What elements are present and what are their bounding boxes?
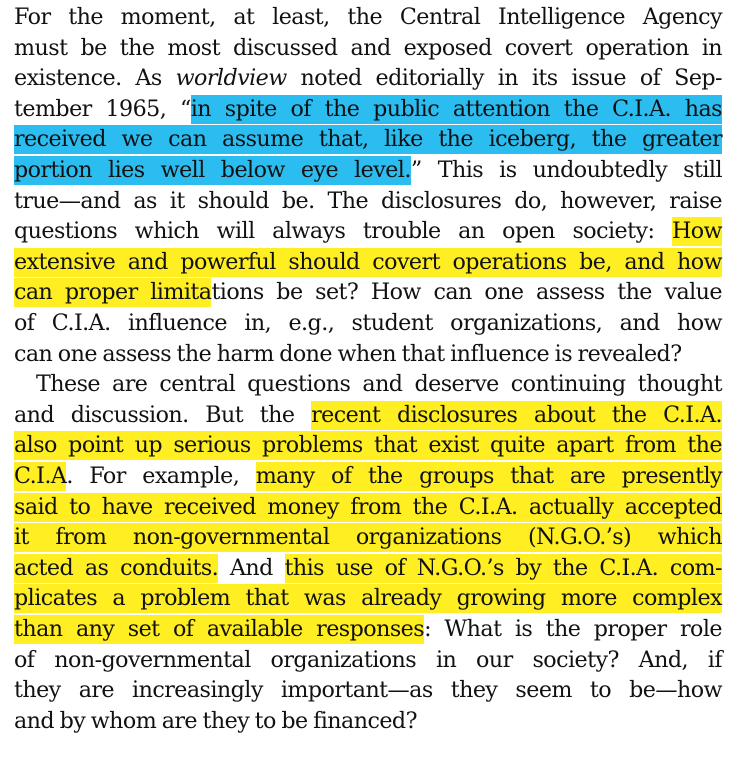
text-line bbox=[14, 218, 722, 245]
text-line bbox=[14, 310, 722, 337]
plain-text: and by whom are they to be financed? bbox=[14, 707, 417, 734]
plain-text: And bbox=[218, 554, 285, 581]
text-line bbox=[14, 402, 722, 429]
text-line bbox=[14, 341, 722, 368]
plain-text: For the moment, at least, the Central Intelligence Agency bbox=[14, 4, 722, 30]
yellow-highlight-text: C.I.A bbox=[14, 463, 67, 489]
blue-highlight-text: in spite of the public attention the C.I.A. has bbox=[190, 95, 722, 122]
plain-text: true—and as it should be. The disclosures do, however, raise bbox=[14, 187, 722, 214]
text-line bbox=[14, 524, 722, 551]
plain-text: of C.I.A. influence in, e.g., student organizations, and how bbox=[14, 310, 722, 336]
text-line bbox=[14, 126, 722, 153]
text-line bbox=[14, 463, 722, 490]
yellow-highlight-text: than any set of available responses bbox=[14, 616, 425, 642]
yellow-highlight-text: How bbox=[671, 218, 722, 245]
plain-text: they are increasingly important—as they seem to be—how bbox=[14, 677, 722, 704]
text-line bbox=[14, 35, 722, 62]
plain-text: tember 1965, “ bbox=[14, 95, 191, 122]
text-line bbox=[14, 279, 722, 306]
text-line bbox=[14, 4, 722, 31]
plain-text: tions be set? How can one assess the value bbox=[211, 279, 722, 306]
plain-text: : What is the proper role bbox=[424, 616, 722, 642]
yellow-highlight-text: plicates a problem that was already growing more complex bbox=[14, 585, 722, 612]
plain-text: can one assess the harm done when that influence is revealed? bbox=[14, 340, 682, 367]
text-line bbox=[14, 555, 722, 582]
yellow-highlight-text: many of the groups that are presently bbox=[255, 463, 722, 489]
yellow-highlight-text: acted as conduits. bbox=[14, 554, 219, 581]
text-line bbox=[14, 157, 722, 184]
text-line bbox=[14, 249, 722, 276]
yellow-highlight-text: said to have received money from the C.I.A. actually accepted bbox=[14, 493, 722, 520]
text-line bbox=[14, 677, 722, 704]
blue-highlight-text: portion lies well below eye level. bbox=[14, 157, 411, 183]
plain-text: of non-governmental organizations in our society? And, if bbox=[14, 646, 722, 673]
yellow-highlight-text: can proper limita bbox=[14, 279, 212, 306]
plain-text: noted editorially in its issue of Sep- bbox=[286, 65, 723, 92]
text-line bbox=[14, 708, 722, 735]
text-line bbox=[14, 494, 722, 521]
yellow-highlight-text: this use of N.G.O.’s by the C.I.A. com- bbox=[284, 554, 722, 581]
text-line bbox=[14, 65, 722, 92]
plain-text: questions which will always trouble an open society: bbox=[14, 218, 672, 245]
plain-text: must be the most discussed and exposed covert operation in bbox=[14, 34, 722, 61]
plain-text: existence. As bbox=[14, 65, 176, 92]
text-line bbox=[14, 616, 722, 643]
italic-text: worldview bbox=[175, 65, 287, 92]
yellow-highlight-text: extensive and powerful should covert operations be, and how bbox=[14, 248, 722, 275]
blue-highlight-text: received we can assume that, like the iceberg, the greater bbox=[14, 126, 722, 153]
plain-text: ” This is undoubtedly still bbox=[410, 157, 723, 183]
text-line bbox=[14, 188, 722, 215]
text-line bbox=[36, 371, 722, 398]
yellow-highlight-text: recent disclosures about the C.I.A. bbox=[311, 401, 722, 428]
text-line bbox=[14, 432, 722, 459]
plain-text: and discussion. But the bbox=[14, 401, 312, 428]
text-line bbox=[14, 647, 722, 674]
text-line bbox=[14, 585, 722, 612]
plain-text: These are central questions and deserve continuing thought bbox=[36, 371, 722, 398]
plain-text: . For example, bbox=[66, 463, 256, 489]
yellow-highlight-text: it from non-governmental organizations (N.G.O.’s) which bbox=[14, 524, 722, 551]
text-line bbox=[14, 96, 722, 123]
yellow-highlight-text: also point up serious problems that exist quite apart from the bbox=[14, 432, 722, 459]
